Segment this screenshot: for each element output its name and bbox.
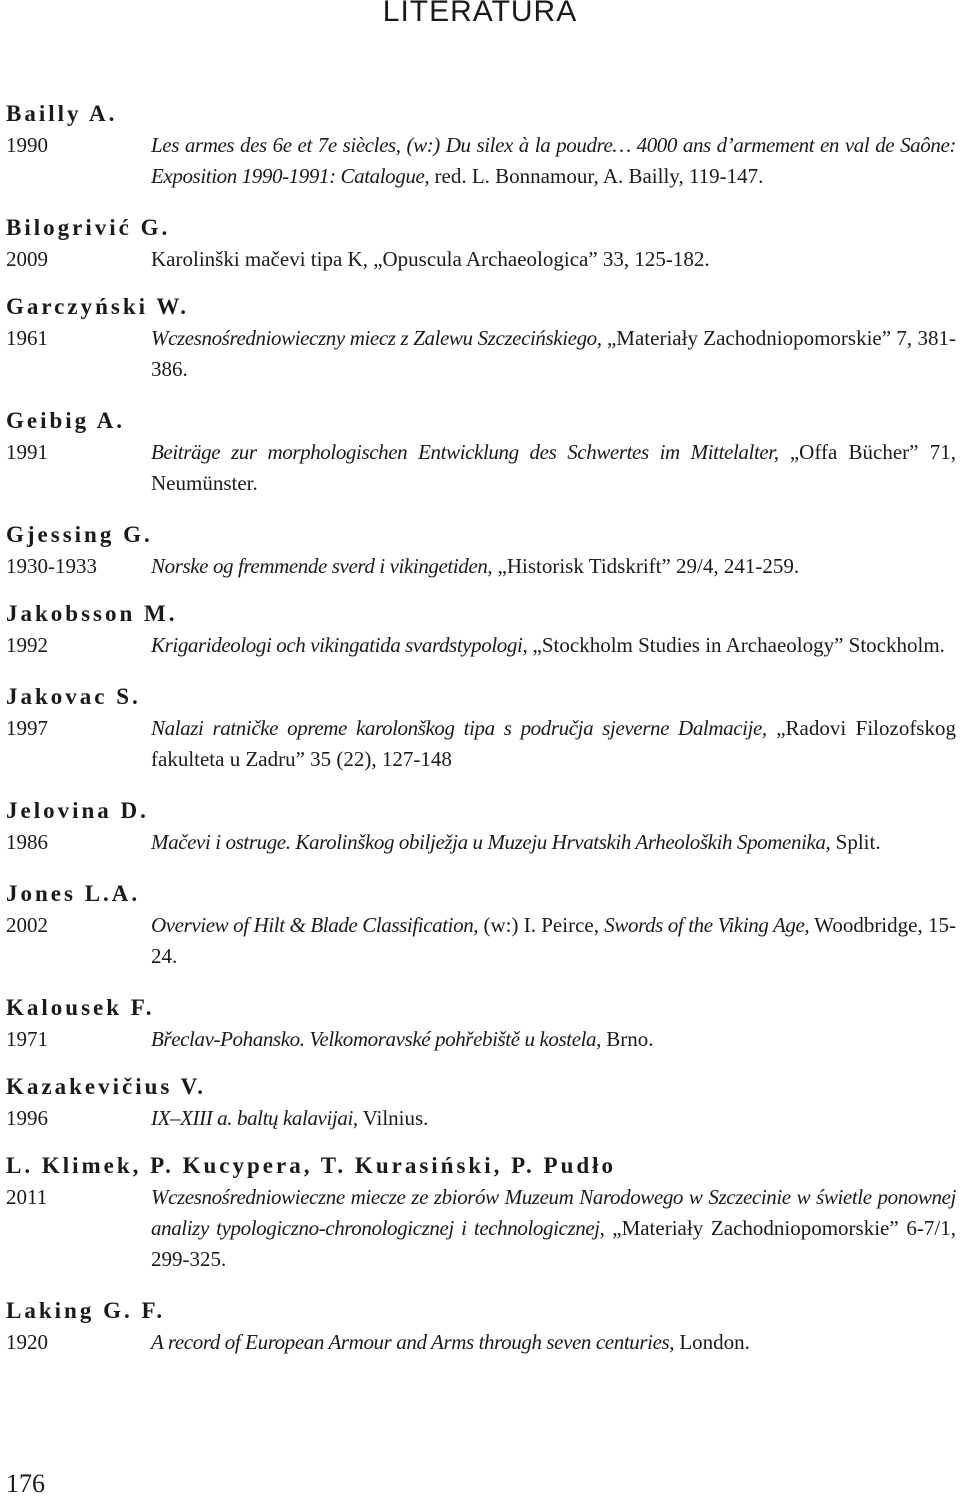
reference-details: (w:) I. Peirce, xyxy=(478,913,605,937)
reference-row xyxy=(6,437,956,499)
reference-year: 1997 xyxy=(6,716,48,740)
reference-text xyxy=(151,910,956,972)
reference-author: Jelovina D. xyxy=(6,798,149,823)
reference-year: 1996 xyxy=(6,1106,48,1130)
reference-year: 1971 xyxy=(6,1027,48,1051)
reference-entry xyxy=(6,681,956,775)
reference-author: Geibig A. xyxy=(6,408,126,433)
reference-text xyxy=(151,323,956,385)
reference-details: London. xyxy=(674,1330,750,1354)
reference-title: A record of European Armour and Arms through seven centuries, xyxy=(151,1330,675,1354)
reference-title: IX–XIII a. baltų kalavijai, xyxy=(151,1106,358,1130)
reference-details: „Stockholm Studies in Archaeology” Stockholm. xyxy=(527,633,945,657)
reference-details: „Offa Bücher” 71, Neumünster. xyxy=(151,440,956,495)
reference-text xyxy=(151,1182,956,1275)
reference-row xyxy=(6,630,956,661)
reference-text xyxy=(151,827,956,858)
reference-entry xyxy=(6,878,956,972)
reference-details: red. L. Bonnamour, A. Bailly, 119-147. xyxy=(429,164,764,188)
page-number: 176 xyxy=(6,1469,45,1498)
reference-text xyxy=(151,437,956,499)
reference-row xyxy=(6,130,956,192)
reference-entry xyxy=(6,1295,956,1358)
reference-year: 1991 xyxy=(6,440,48,464)
reference-details: Split. xyxy=(830,830,881,854)
reference-title-secondary: Swords of the Viking Age, xyxy=(604,913,810,937)
reference-details: „Materiały Zachodniopomorskie” 6-7/1, 299-325. xyxy=(151,1216,956,1271)
reference-author: Jakobsson M. xyxy=(6,601,178,626)
reference-row xyxy=(6,551,956,582)
reference-title: Wczesnośredniowieczny miecz z Zalewu Szczecińskiego, xyxy=(151,326,602,350)
reference-year: 2009 xyxy=(6,247,48,271)
reference-details: Vilnius. xyxy=(357,1106,429,1130)
reference-details-secondary: Woodbridge, 15-24. xyxy=(151,913,956,968)
reference-entry xyxy=(6,795,956,858)
reference-title: Overview of Hilt & Blade Classification, xyxy=(151,913,479,937)
reference-text xyxy=(151,713,956,775)
reference-text xyxy=(151,1327,956,1358)
reference-entry xyxy=(6,291,956,385)
reference-entry xyxy=(6,519,956,582)
reference-title: Norske og fremmende sverd i vikingetiden, xyxy=(151,554,493,578)
reference-details: „Materiały Zachodniopomorskie” 7, 381-386. xyxy=(151,326,956,381)
reference-row xyxy=(6,244,956,275)
reference-row xyxy=(6,910,956,972)
reference-year: 1920 xyxy=(6,1330,48,1354)
reference-details: „Historisk Tidskrift” 29/4, 241-259. xyxy=(492,554,800,578)
reference-text xyxy=(151,130,956,192)
reference-details: „Radovi Filozofskog fakulteta u Zadru” 35 (22), 127-148 xyxy=(151,716,956,771)
reference-author: Laking G. F. xyxy=(6,1298,166,1323)
reference-year: 1990 xyxy=(6,133,48,157)
reference-year: 1992 xyxy=(6,633,48,657)
reference-entry xyxy=(6,598,956,661)
reference-entry xyxy=(6,1071,956,1134)
reference-author: Jakovac S. xyxy=(6,684,141,709)
reference-text xyxy=(151,551,956,582)
reference-row xyxy=(6,1024,956,1055)
reference-year: 2002 xyxy=(6,913,48,937)
reference-entry xyxy=(6,1150,956,1275)
reference-title: Břeclav-Pohansko. Velkomoravské pohřebiště u kostela, xyxy=(151,1027,601,1051)
reference-year: 1986 xyxy=(6,830,48,854)
reference-text xyxy=(151,1103,956,1134)
reference-title: Les armes des 6e et 7e siècles, (w:) Du silex à la poudre… 4000 ans d’armement en val de Saône: Exposition 1990-1991: Catalogue, xyxy=(151,133,956,188)
reference-row xyxy=(6,1103,956,1134)
reference-author: Gjessing G. xyxy=(6,522,153,547)
reference-row xyxy=(6,1182,956,1275)
reference-list xyxy=(6,98,956,1378)
reference-author: Kalousek F. xyxy=(6,995,155,1020)
reference-author: Bilogrivić G. xyxy=(6,215,171,240)
reference-entry xyxy=(6,992,956,1055)
page-heading: LITERATURA xyxy=(382,0,578,28)
reference-details: Karolinški mačevi tipa K, „Opuscula Archaeologica” 33, 125-182. xyxy=(151,247,710,271)
reference-entry xyxy=(6,212,956,275)
reference-title: Krigarideologi och vikingatida svardstypologi, xyxy=(151,633,528,657)
reference-title: Mačevi i ostruge. Karolinškog obilježja u Muzeju Hrvatskih Arheoloških Spomenika, xyxy=(151,830,831,854)
reference-entry xyxy=(6,98,956,192)
reference-details: Brno. xyxy=(601,1027,654,1051)
reference-row xyxy=(6,713,956,775)
reference-year: 1961 xyxy=(6,326,48,350)
reference-text xyxy=(151,244,956,275)
reference-author: Kazakevičius V. xyxy=(6,1074,207,1099)
reference-row xyxy=(6,1327,956,1358)
reference-title: Nalazi ratničke opreme karolonškog tipa s područja sjeverne Dalmacije, xyxy=(151,716,767,740)
reference-row xyxy=(6,827,956,858)
reference-title: Beiträge zur morphologischen Entwicklung des Schwertes im Mittelalter, xyxy=(151,440,779,464)
reference-year: 1930-1933 xyxy=(6,554,97,578)
reference-row xyxy=(6,323,956,385)
reference-author: L. Klimek, P. Kucypera, T. Kurasiński, P. Pudło xyxy=(6,1153,617,1178)
reference-author: Bailly A. xyxy=(6,101,118,126)
reference-text xyxy=(151,630,956,661)
reference-year: 2011 xyxy=(6,1185,48,1209)
reference-entry xyxy=(6,405,956,499)
reference-title: Wczesnośredniowieczne miecze ze zbiorów Muzeum Narodowego w Szczecinie w świetle ponownej analizy typologiczno-chronologicznej i technologicznej, xyxy=(151,1185,956,1240)
reference-text xyxy=(151,1024,956,1055)
reference-author: Garczyński W. xyxy=(6,294,189,319)
reference-author: Jones L.A. xyxy=(6,881,141,906)
